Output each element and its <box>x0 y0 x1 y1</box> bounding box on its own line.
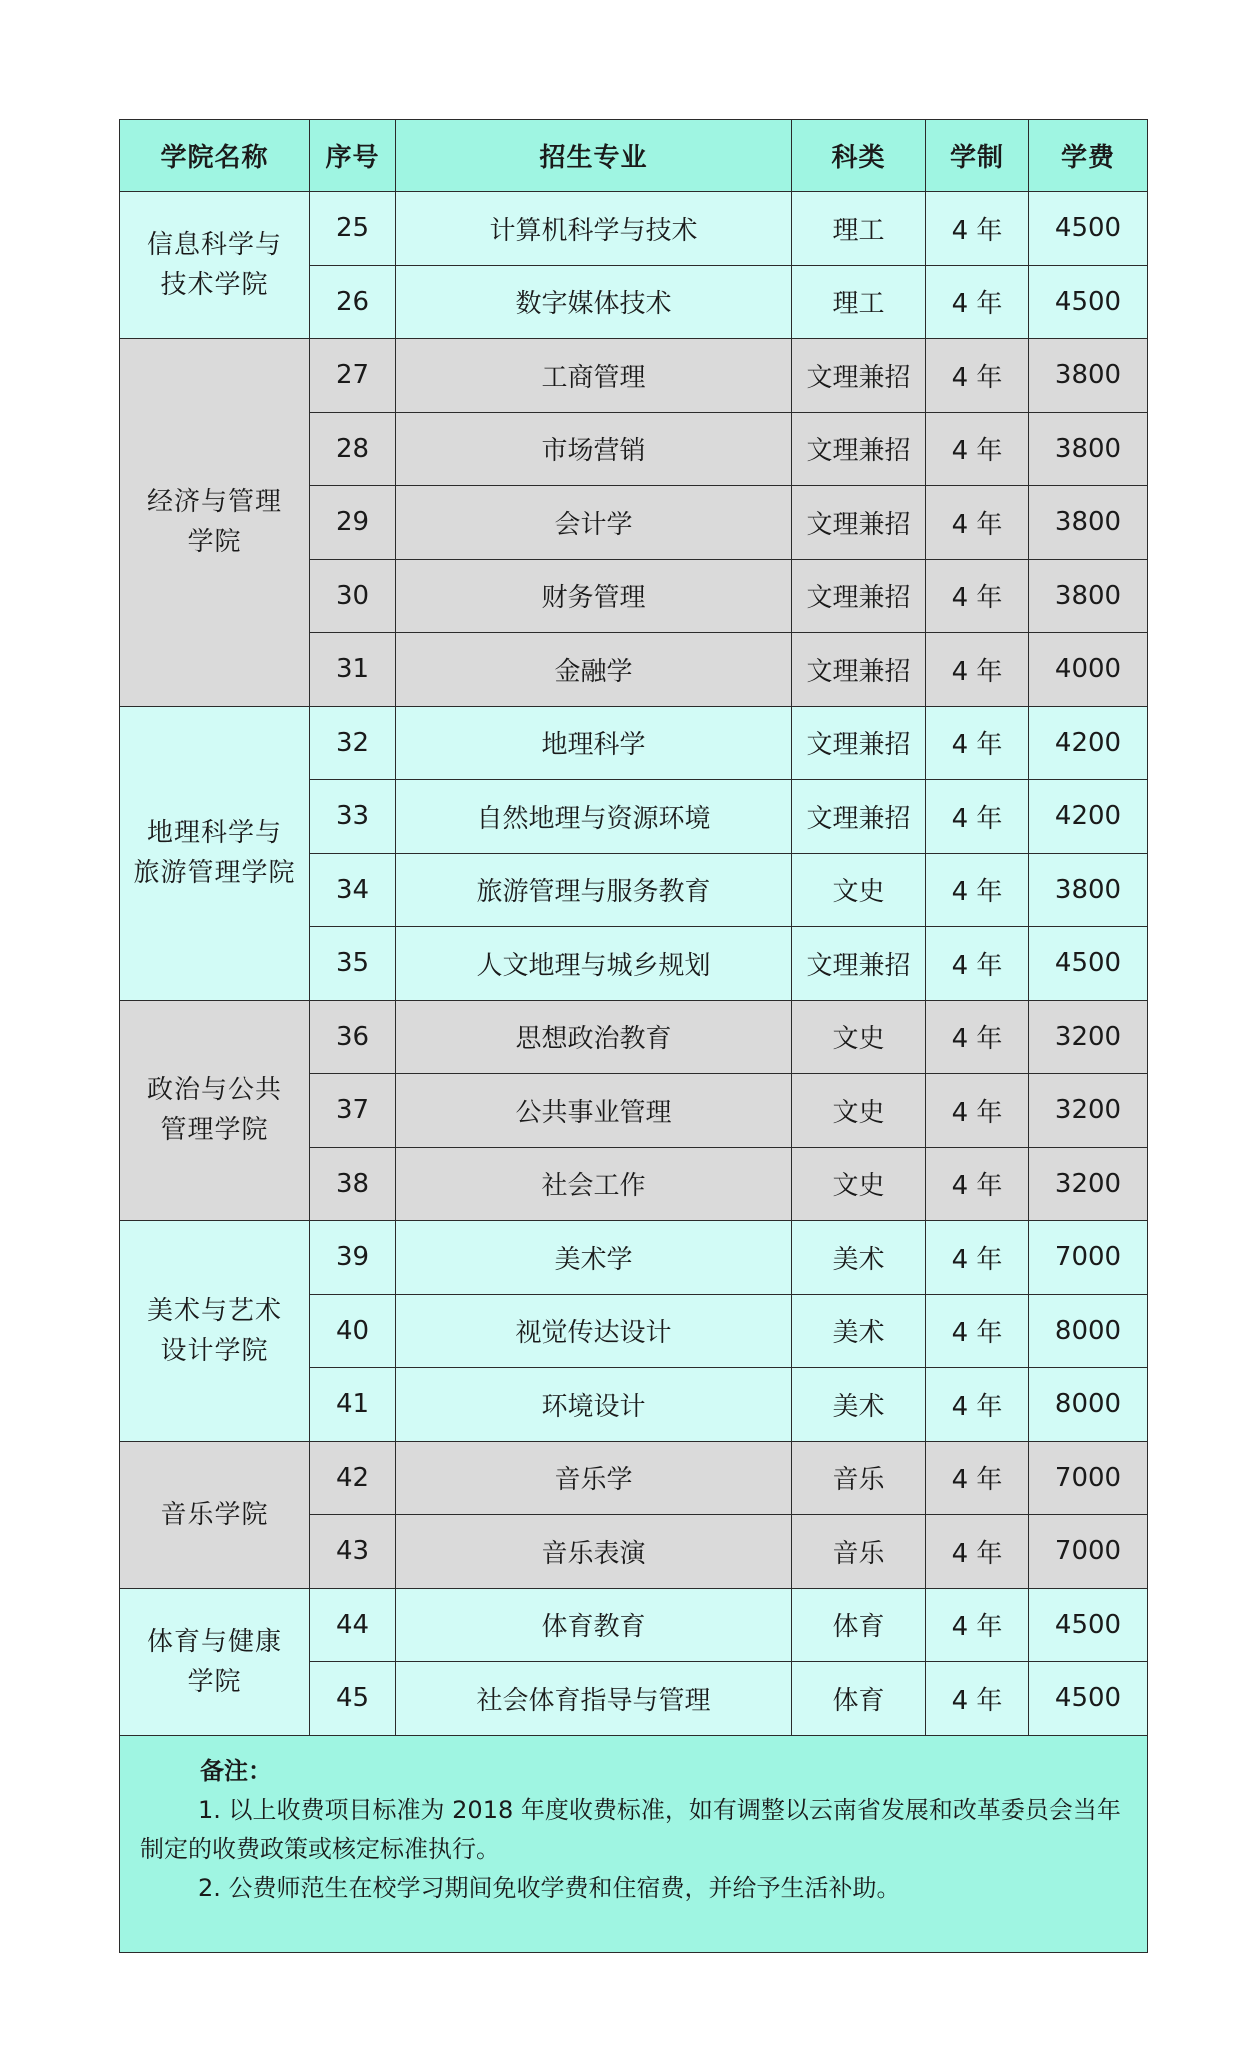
table-row <box>120 1441 1148 1515</box>
college-name-cell: 体育与健康 学院 <box>120 1588 310 1735</box>
duration-cell: 4 年 <box>926 1368 1029 1442</box>
fee-cell: 7000 <box>1029 1221 1148 1295</box>
number-cell: 42 <box>310 1441 396 1515</box>
number-cell: 41 <box>310 1368 396 1442</box>
note-line-2: 2. 公费师范生在校学习期间免收学费和住宿费，并给予生活补助。 <box>198 1873 901 1902</box>
major-cell: 视觉传达设计 <box>396 1294 792 1368</box>
number-cell: 28 <box>310 412 396 486</box>
category-cell: 文理兼招 <box>792 633 926 707</box>
number-cell: 44 <box>310 1588 396 1662</box>
duration-cell: 4 年 <box>926 927 1029 1001</box>
header-fee: 学费 <box>1029 120 1148 192</box>
duration-cell: 4 年 <box>926 339 1029 413</box>
fee-cell: 3800 <box>1029 853 1148 927</box>
fee-cell: 3800 <box>1029 412 1148 486</box>
table-row <box>120 192 1148 266</box>
category-cell: 文理兼招 <box>792 339 926 413</box>
duration-cell: 4 年 <box>926 1294 1029 1368</box>
note-line-1: 1. 以上收费项目标准为 2018 年度收费标准，如有调整以云南省发展和改革委员会当年制定的收费政策或核定标准执行。 <box>140 1795 1121 1863</box>
duration-cell: 4 年 <box>926 412 1029 486</box>
notes-title: 备注： <box>200 1756 272 1785</box>
category-cell: 美术 <box>792 1221 926 1295</box>
fee-cell: 4500 <box>1029 265 1148 339</box>
header-category: 科类 <box>792 120 926 192</box>
category-cell: 体育 <box>792 1662 926 1736</box>
duration-cell: 4 年 <box>926 1221 1029 1295</box>
duration-cell: 4 年 <box>926 1000 1029 1074</box>
fee-cell: 4200 <box>1029 706 1148 780</box>
fee-cell: 3800 <box>1029 486 1148 560</box>
number-cell: 32 <box>310 706 396 780</box>
number-cell: 45 <box>310 1662 396 1736</box>
fee-cell: 3800 <box>1029 559 1148 633</box>
major-cell: 会计学 <box>396 486 792 560</box>
major-cell: 音乐表演 <box>396 1515 792 1589</box>
fee-cell: 3200 <box>1029 1074 1148 1148</box>
fee-cell: 7000 <box>1029 1441 1148 1515</box>
fee-cell: 8000 <box>1029 1368 1148 1442</box>
duration-cell: 4 年 <box>926 780 1029 854</box>
number-cell: 36 <box>310 1000 396 1074</box>
duration-cell: 4 年 <box>926 1441 1029 1515</box>
fee-cell: 4200 <box>1029 780 1148 854</box>
category-cell: 文理兼招 <box>792 412 926 486</box>
number-cell: 33 <box>310 780 396 854</box>
college-name-cell: 政治与公共 管理学院 <box>120 1000 310 1221</box>
fee-cell: 3800 <box>1029 339 1148 413</box>
category-cell: 文理兼招 <box>792 780 926 854</box>
college-name-cell: 经济与管理 学院 <box>120 339 310 707</box>
duration-cell: 4 年 <box>926 265 1029 339</box>
number-cell: 38 <box>310 1147 396 1221</box>
major-cell: 计算机科学与技术 <box>396 192 792 266</box>
duration-cell: 4 年 <box>926 1515 1029 1589</box>
major-cell: 公共事业管理 <box>396 1074 792 1148</box>
category-cell: 美术 <box>792 1368 926 1442</box>
category-cell: 文史 <box>792 1000 926 1074</box>
major-cell: 地理科学 <box>396 706 792 780</box>
major-cell: 社会工作 <box>396 1147 792 1221</box>
fee-cell: 8000 <box>1029 1294 1148 1368</box>
fee-cell: 4000 <box>1029 633 1148 707</box>
major-cell: 自然地理与资源环境 <box>396 780 792 854</box>
major-cell: 人文地理与城乡规划 <box>396 927 792 1001</box>
category-cell: 文理兼招 <box>792 559 926 633</box>
number-cell: 34 <box>310 853 396 927</box>
table-row <box>120 1221 1148 1295</box>
major-cell: 市场营销 <box>396 412 792 486</box>
number-cell: 27 <box>310 339 396 413</box>
major-cell: 思想政治教育 <box>396 1000 792 1074</box>
duration-cell: 4 年 <box>926 486 1029 560</box>
duration-cell: 4 年 <box>926 1074 1029 1148</box>
notes-cell <box>120 1735 1148 1952</box>
category-cell: 理工 <box>792 265 926 339</box>
header-major: 招生专业 <box>396 120 792 192</box>
number-cell: 43 <box>310 1515 396 1589</box>
duration-cell: 4 年 <box>926 853 1029 927</box>
major-cell: 数字媒体技术 <box>396 265 792 339</box>
fee-cell: 4500 <box>1029 927 1148 1001</box>
duration-cell: 4 年 <box>926 192 1029 266</box>
number-cell: 30 <box>310 559 396 633</box>
number-cell: 25 <box>310 192 396 266</box>
college-name-cell: 地理科学与 旅游管理学院 <box>120 706 310 1000</box>
fee-cell: 4500 <box>1029 1662 1148 1736</box>
category-cell: 体育 <box>792 1588 926 1662</box>
category-cell: 文理兼招 <box>792 486 926 560</box>
table-row <box>120 339 1148 413</box>
major-cell: 美术学 <box>396 1221 792 1295</box>
number-cell: 39 <box>310 1221 396 1295</box>
number-cell: 37 <box>310 1074 396 1148</box>
number-cell: 40 <box>310 1294 396 1368</box>
number-cell: 29 <box>310 486 396 560</box>
category-cell: 文史 <box>792 1147 926 1221</box>
fee-cell: 3200 <box>1029 1147 1148 1221</box>
header-duration: 学制 <box>926 120 1029 192</box>
number-cell: 26 <box>310 265 396 339</box>
major-cell: 社会体育指导与管理 <box>396 1662 792 1736</box>
header-college: 学院名称 <box>120 120 310 192</box>
header-number: 序号 <box>310 120 396 192</box>
major-cell: 金融学 <box>396 633 792 707</box>
duration-cell: 4 年 <box>926 633 1029 707</box>
duration-cell: 4 年 <box>926 706 1029 780</box>
fee-cell: 7000 <box>1029 1515 1148 1589</box>
number-cell: 31 <box>310 633 396 707</box>
duration-cell: 4 年 <box>926 1147 1029 1221</box>
college-name-cell: 美术与艺术 设计学院 <box>120 1221 310 1442</box>
notes-row <box>120 1735 1148 1952</box>
college-name-cell: 信息科学与 技术学院 <box>120 192 310 339</box>
major-cell: 体育教育 <box>396 1588 792 1662</box>
college-name-cell: 音乐学院 <box>120 1441 310 1588</box>
category-cell: 文史 <box>792 1074 926 1148</box>
header-row <box>120 120 1148 192</box>
category-cell: 音乐 <box>792 1441 926 1515</box>
category-cell: 美术 <box>792 1294 926 1368</box>
category-cell: 理工 <box>792 192 926 266</box>
category-cell: 文理兼招 <box>792 927 926 1001</box>
category-cell: 文史 <box>792 853 926 927</box>
duration-cell: 4 年 <box>926 1588 1029 1662</box>
number-cell: 35 <box>310 927 396 1001</box>
table-row <box>120 1000 1148 1074</box>
major-cell: 工商管理 <box>396 339 792 413</box>
duration-cell: 4 年 <box>926 1662 1029 1736</box>
fee-cell: 4500 <box>1029 1588 1148 1662</box>
category-cell: 文理兼招 <box>792 706 926 780</box>
fee-cell: 3200 <box>1029 1000 1148 1074</box>
major-cell: 音乐学 <box>396 1441 792 1515</box>
table-body <box>120 192 1148 1736</box>
major-cell: 旅游管理与服务教育 <box>396 853 792 927</box>
duration-cell: 4 年 <box>926 559 1029 633</box>
category-cell: 音乐 <box>792 1515 926 1589</box>
table-row <box>120 1588 1148 1662</box>
major-cell: 环境设计 <box>396 1368 792 1442</box>
table-row <box>120 706 1148 780</box>
major-cell: 财务管理 <box>396 559 792 633</box>
fee-cell: 4500 <box>1029 192 1148 266</box>
tuition-table <box>119 119 1148 1953</box>
